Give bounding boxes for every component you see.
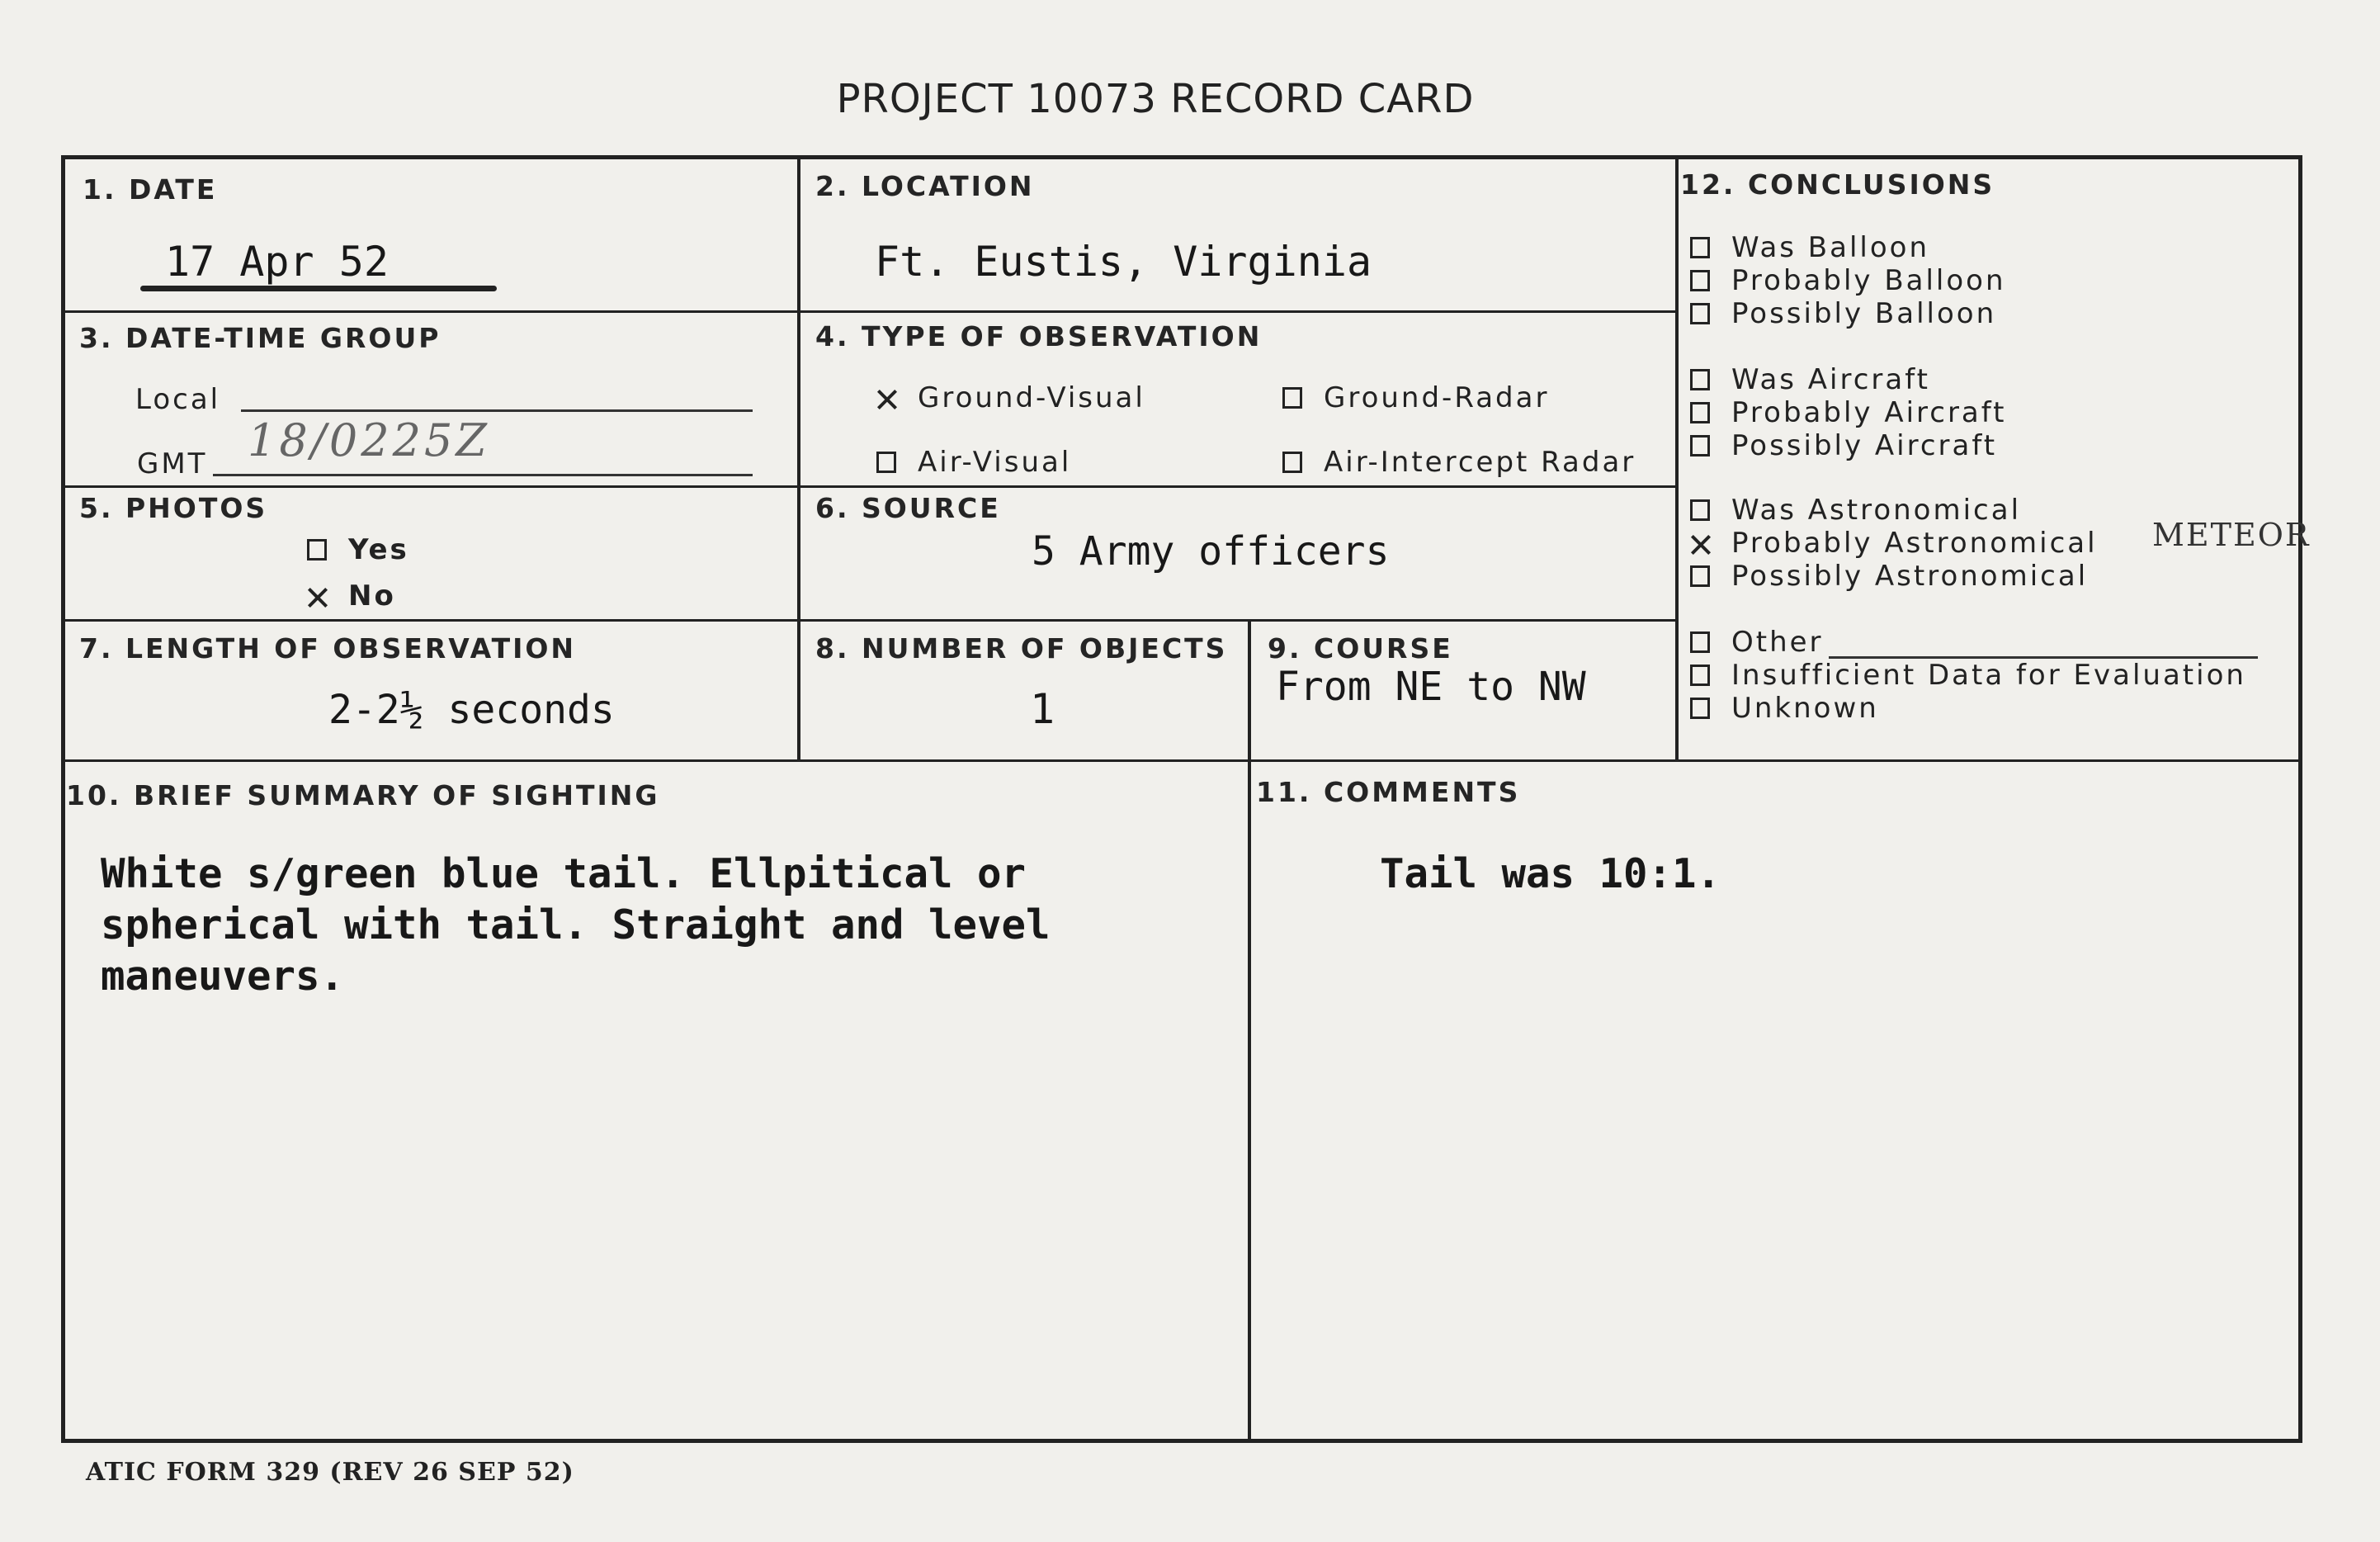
conclusion-other[interactable]: Other — [1690, 626, 2258, 659]
checkbox[interactable] — [307, 587, 327, 607]
course-value: From NE to NW — [1276, 664, 1586, 710]
observation-option-ground-radar[interactable]: Ground-Radar — [1282, 381, 1549, 414]
checkbox[interactable] — [1690, 565, 1710, 587]
conclusion-insufficient-data[interactable]: Insufficient Data for Evaluation — [1690, 659, 2246, 692]
checkbox[interactable] — [1282, 452, 1302, 473]
conclusion-possibly-astronomical[interactable]: Possibly Astronomical — [1690, 560, 2088, 593]
summary-line: maneuvers. — [101, 953, 345, 1000]
conclusion-probably-astronomical[interactable]: Probably Astronomical — [1690, 527, 2098, 560]
checkbox[interactable] — [1690, 402, 1710, 423]
checkbox[interactable] — [1690, 665, 1710, 686]
checkbox[interactable] — [307, 539, 327, 561]
observation-option-air-intercept-radar[interactable]: Air-Intercept Radar — [1282, 446, 1636, 479]
location-value: Ft. Eustis, Virginia — [875, 238, 1372, 286]
divider — [64, 485, 1675, 488]
checkbox[interactable] — [1690, 369, 1710, 390]
checkbox[interactable] — [1690, 698, 1710, 719]
card-title: PROJECT 10073 RECORD CARD — [836, 76, 1475, 122]
checkbox[interactable] — [1282, 387, 1302, 409]
summary-line: spherical with tail. Straight and level — [101, 901, 1051, 948]
checkbox[interactable] — [1690, 631, 1710, 653]
checkbox[interactable] — [876, 452, 896, 473]
observation-option-ground-visual[interactable]: Ground-Visual — [876, 381, 1145, 414]
gmt-value: 18/0225Z — [248, 414, 490, 466]
length-label: 7. LENGTH OF OBSERVATION — [79, 632, 577, 665]
observation-type-label: 4. TYPE OF OBSERVATION — [815, 320, 1263, 352]
checkbox[interactable] — [1690, 237, 1710, 258]
date-value: 17 Apr 52 — [165, 238, 389, 286]
location-label: 2. LOCATION — [815, 170, 1035, 202]
conclusions-label: 12. CONCLUSIONS — [1680, 168, 1995, 201]
conclusion-was-aircraft[interactable]: Was Aircraft — [1690, 363, 1930, 396]
divider — [64, 759, 2299, 762]
form-id: ATIC FORM 329 (REV 26 SEP 52) — [86, 1458, 574, 1487]
date-underline — [140, 286, 497, 291]
conclusion-probably-balloon[interactable]: Probably Balloon — [1690, 264, 2006, 297]
conclusion-possibly-aircraft[interactable]: Possibly Aircraft — [1690, 429, 1997, 462]
source-label: 6. SOURCE — [815, 492, 1001, 524]
checkbox[interactable] — [1690, 534, 1710, 554]
comments-value: Tail was 10:1. — [1380, 850, 1721, 897]
conclusion-unknown[interactable]: Unknown — [1690, 692, 1879, 725]
photos-option-no[interactable]: No — [307, 579, 396, 613]
summary-label: 10. BRIEF SUMMARY OF SIGHTING — [66, 779, 660, 811]
divider — [1248, 621, 1251, 1440]
checkbox[interactable] — [876, 389, 896, 409]
divider — [64, 619, 1675, 622]
checkbox[interactable] — [1690, 435, 1710, 456]
conclusion-was-balloon[interactable]: Was Balloon — [1690, 231, 1929, 264]
meteor-annotation: METEOR — [2152, 517, 2311, 553]
checkbox[interactable] — [1690, 499, 1710, 521]
local-label: Local — [135, 383, 221, 416]
conclusion-possibly-balloon[interactable]: Possibly Balloon — [1690, 297, 1996, 330]
objects-value: 1 — [1030, 685, 1055, 733]
comments-label: 11. COMMENTS — [1256, 776, 1521, 808]
conclusion-was-astronomical[interactable]: Was Astronomical — [1690, 494, 2021, 527]
divider — [64, 310, 1675, 313]
photos-option-yes[interactable]: Yes — [307, 533, 409, 566]
date-time-group-label: 3. DATE-TIME GROUP — [79, 322, 442, 354]
date-label: 1. DATE — [83, 173, 218, 206]
divider — [1675, 158, 1679, 759]
objects-label: 8. NUMBER OF OBJECTS — [815, 632, 1228, 665]
observation-option-air-visual[interactable]: Air-Visual — [876, 446, 1071, 479]
gmt-label: GMT — [137, 447, 208, 480]
other-field — [1829, 633, 2258, 659]
source-value: 5 Army officers — [1032, 528, 1390, 575]
local-field — [241, 381, 753, 412]
length-value: 2-2½ seconds — [328, 687, 615, 733]
divider — [797, 158, 800, 759]
summary-line: White s/green blue tail. Ellpitical or — [101, 850, 1027, 897]
conclusion-probably-aircraft[interactable]: Probably Aircraft — [1690, 396, 2006, 429]
checkbox[interactable] — [1690, 270, 1710, 291]
course-label: 9. COURSE — [1268, 632, 1453, 665]
photos-label: 5. PHOTOS — [79, 492, 268, 524]
checkbox[interactable] — [1690, 303, 1710, 324]
